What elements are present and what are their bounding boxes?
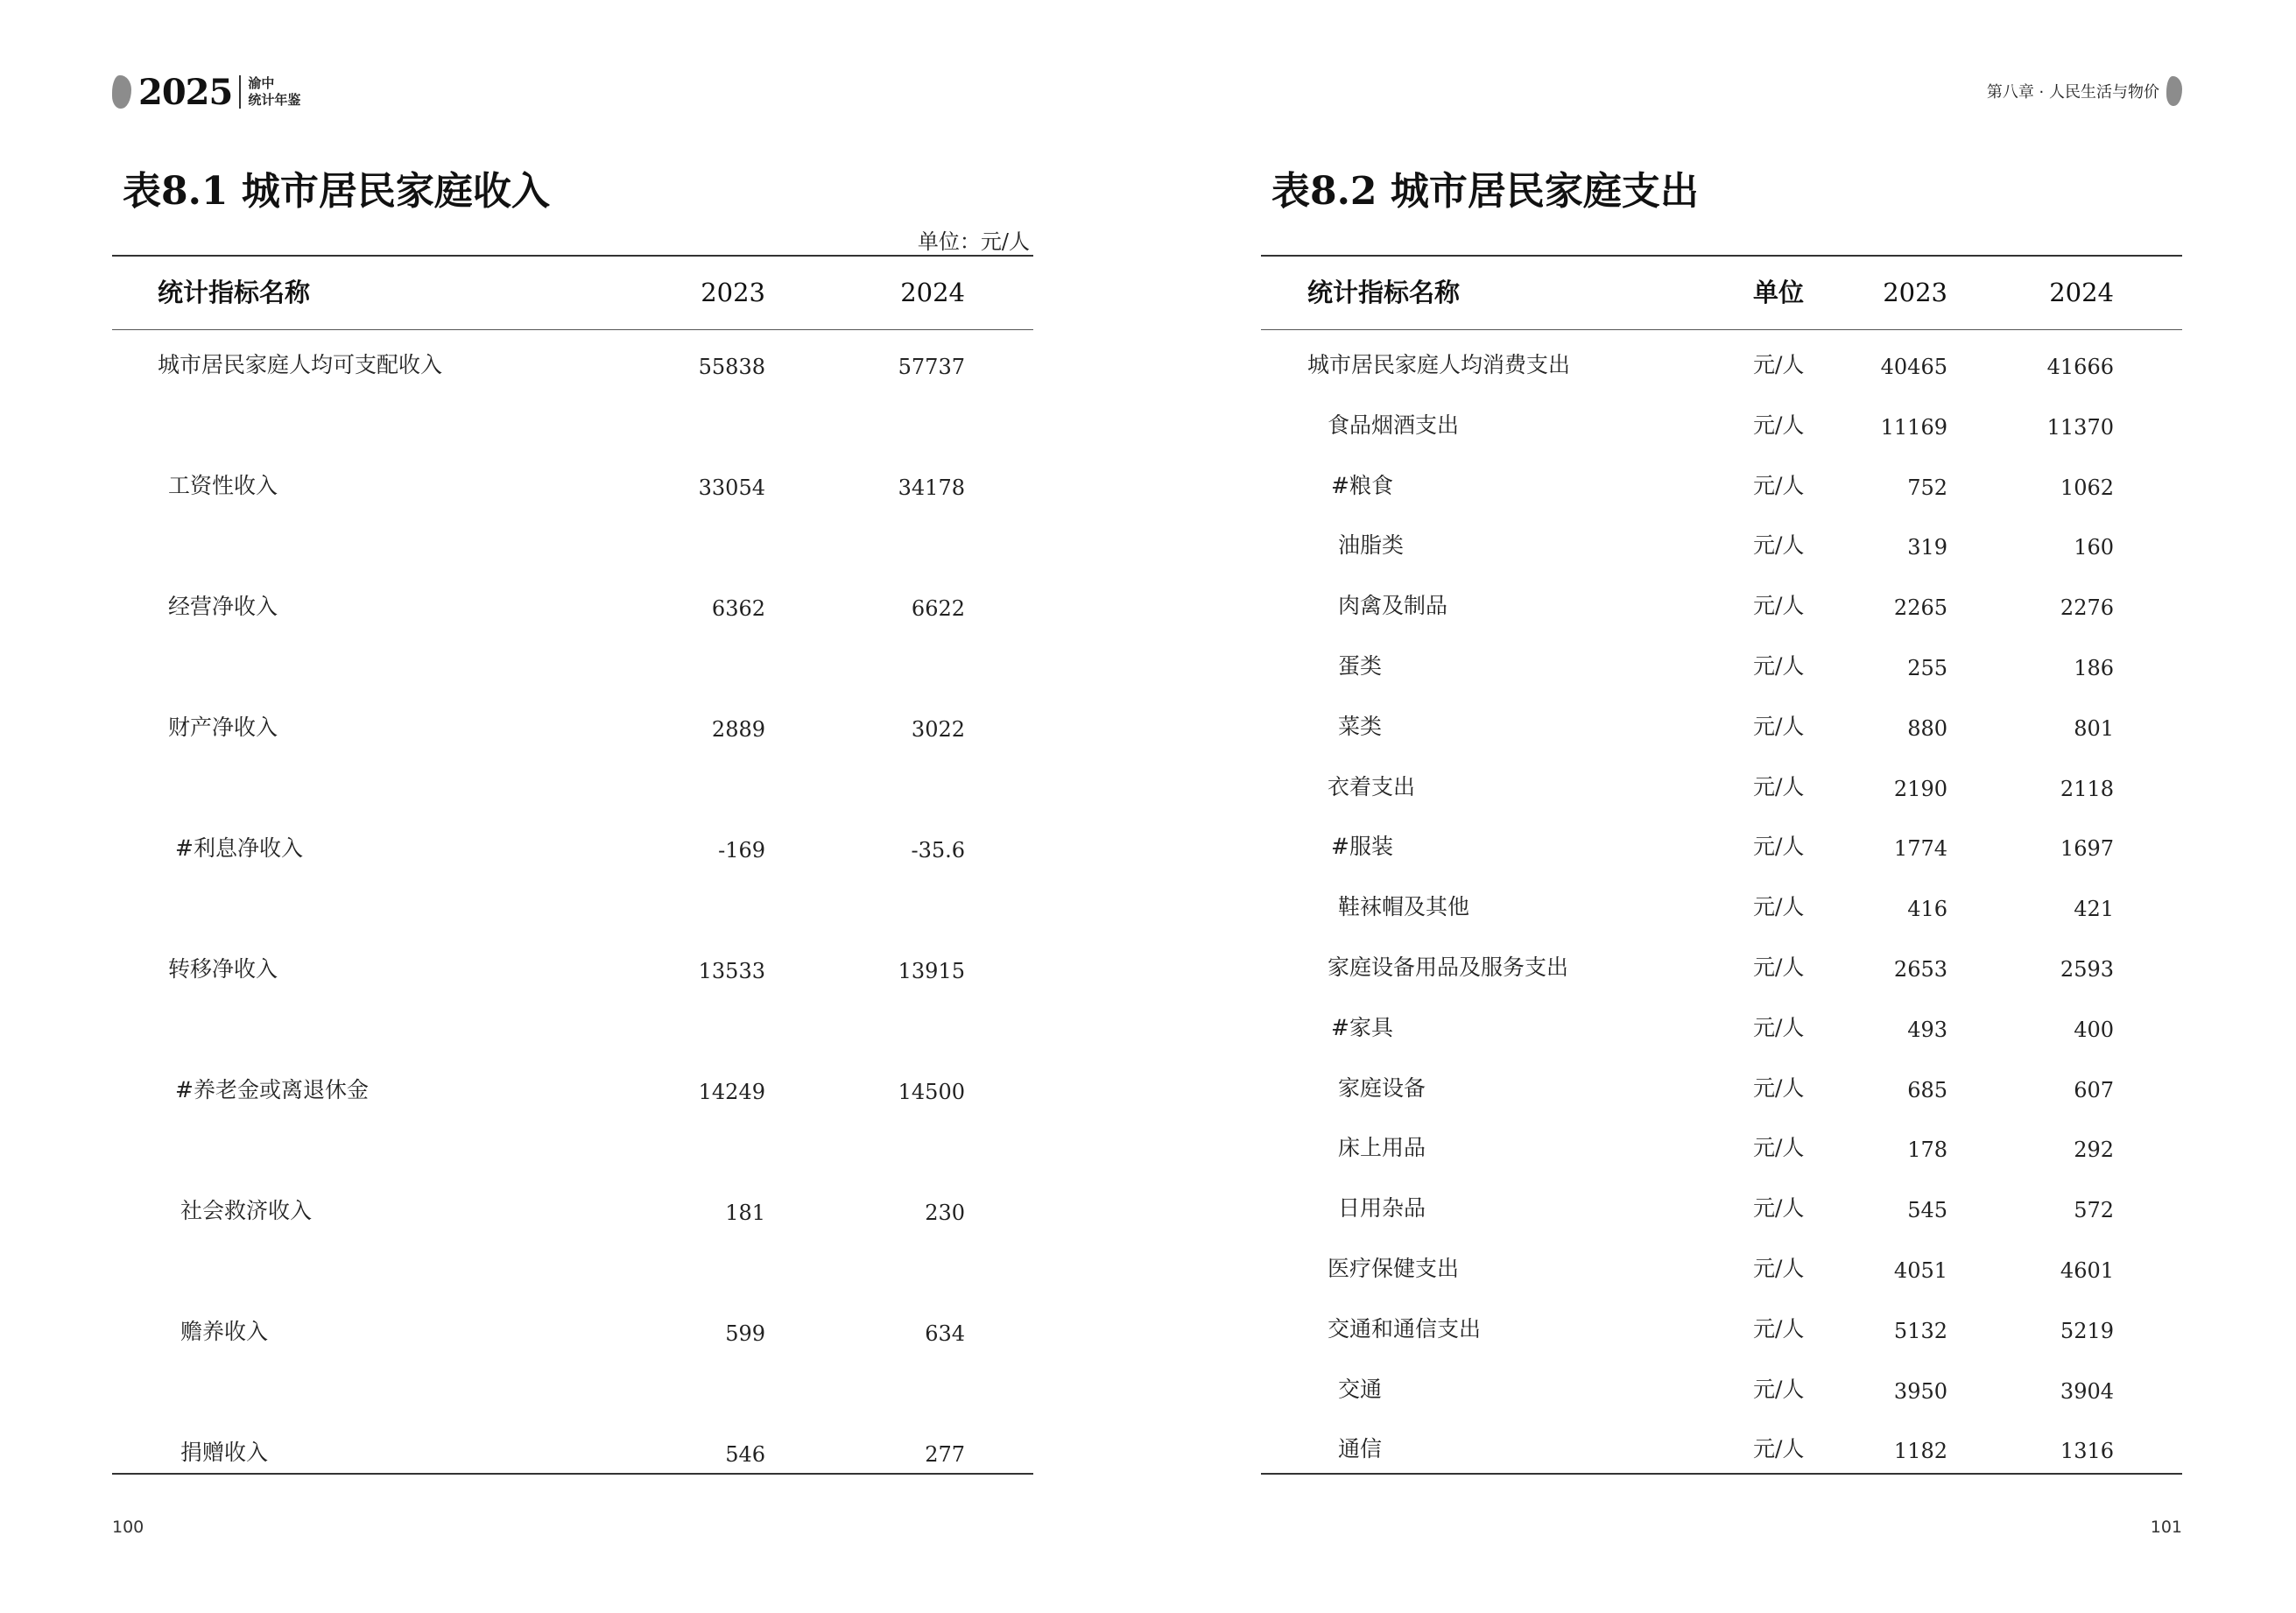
- table-right-row-name: 医疗保健支出: [1328, 1256, 1460, 1281]
- page-number-left: 100: [112, 1518, 144, 1537]
- table-right-row-2024: 607: [2074, 1078, 2114, 1102]
- table-right-row-2023: 493: [1907, 1018, 1947, 1042]
- table-right-row-2023: 4051: [1893, 1258, 1947, 1283]
- table-right-row-2024: 292: [2074, 1138, 2114, 1162]
- stone-emblem-icon: [112, 75, 131, 109]
- table-left-row-2024: 3022: [911, 717, 965, 742]
- table-right-row-name: 菜类: [1338, 714, 1383, 739]
- table-left-row-name: 经营净收入: [168, 594, 278, 619]
- table-left-row-2024: 34178: [898, 475, 965, 500]
- table-right-row-name: 衣着支出: [1328, 774, 1416, 799]
- table-right-row-name: 家庭设备用品及服务支出: [1328, 954, 1569, 980]
- table-left-col-name: 统计指标名称: [158, 278, 311, 307]
- table-right-row-name: 鞋袜帽及其他: [1338, 894, 1470, 919]
- chapter-header: [1987, 75, 2182, 107]
- table-right-row-2023: 416: [1907, 897, 1947, 921]
- table-right-row-2024: 2118: [2060, 777, 2114, 801]
- table-left-col-2024: 2024: [900, 278, 965, 307]
- table-right-bottom-rule: [1261, 1473, 2182, 1475]
- table-right-row-name: 蛋类: [1338, 653, 1383, 679]
- table-right-row-2023: 545: [1907, 1198, 1947, 1222]
- table-right-row-2023: 752: [1907, 475, 1947, 500]
- table-right-row-2024: 186: [2074, 656, 2114, 680]
- table-right-row-unit: 元/人: [1753, 352, 1805, 377]
- table-left-row-2024: 230: [925, 1201, 965, 1225]
- table-right-row-unit: 元/人: [1753, 774, 1805, 799]
- table-right-row-unit: 元/人: [1753, 532, 1805, 558]
- table-right-row-2024: 11370: [2046, 415, 2114, 440]
- table-right-row-unit: 元/人: [1753, 1377, 1805, 1402]
- table-right-row-name: 交通和通信支出: [1328, 1316, 1482, 1342]
- table-left-row-2024: 277: [925, 1442, 965, 1467]
- table-left-row-name: 工资性收入: [168, 473, 278, 498]
- table-right-row-2024: 1062: [2060, 475, 2114, 500]
- table-right-row-name: 家庭设备: [1338, 1075, 1426, 1101]
- table-left-row-name: #养老金或离退休金: [175, 1077, 369, 1102]
- table-right-col-unit: 单位: [1753, 278, 1805, 307]
- table-right-row-unit: 元/人: [1753, 473, 1805, 498]
- table-right-row-2024: 4601: [2060, 1258, 2114, 1283]
- table-right-row-2023: 40465: [1880, 355, 1947, 379]
- table-right-row-unit: 元/人: [1753, 954, 1805, 980]
- table-left-row-2024: 57737: [898, 355, 965, 379]
- table-right-row-2023: 255: [1907, 656, 1947, 680]
- table-right-row-2023: 2653: [1893, 957, 1947, 982]
- table-left-row-2023: 181: [725, 1201, 765, 1225]
- table-left-row-name: 转移净收入: [168, 956, 278, 982]
- table-right-row-2023: 1182: [1893, 1439, 1947, 1463]
- table-left-row-name: 城市居民家庭人均可支配收入: [158, 352, 443, 377]
- table-left-row-2023: 33054: [698, 475, 765, 500]
- table-right-row-2024: 1316: [2060, 1439, 2114, 1463]
- table-left-title: 表8.1 城市居民家庭收入: [123, 169, 550, 214]
- table-right-row-2024: 801: [2074, 716, 2114, 741]
- table-left-row-2024: 14500: [898, 1080, 965, 1104]
- table-right-row-unit: 元/人: [1753, 894, 1805, 919]
- table-right-row-2023: 880: [1907, 716, 1947, 741]
- table-left-row-2024: 634: [925, 1321, 965, 1346]
- table-left-row-name: 财产净收入: [168, 715, 278, 740]
- table-right-row-2023: 319: [1907, 535, 1947, 560]
- table-right-row-2023: 2265: [1893, 595, 1947, 620]
- table-right-row-2024: 400: [2074, 1018, 2114, 1042]
- stone-emblem-icon: [2166, 76, 2182, 106]
- table-right-row-unit: 元/人: [1753, 1316, 1805, 1342]
- table-left-row-2023: 546: [725, 1442, 765, 1467]
- chapter-title: 第八章 · 人民生活与物价: [1986, 83, 2159, 102]
- table-left-row-2023: 6362: [711, 596, 765, 621]
- table-right-row-2024: 41666: [2046, 355, 2114, 379]
- table-left-row-name: 社会救济收入: [180, 1198, 313, 1223]
- table-right-row-unit: 元/人: [1753, 1015, 1805, 1040]
- table-right-row-name: 床上用品: [1338, 1135, 1426, 1160]
- table-right-row-2023: 2190: [1893, 777, 1947, 801]
- table-right-row-name: 城市居民家庭人均消费支出: [1307, 352, 1571, 377]
- logo-title-line1: 渝中: [248, 75, 275, 91]
- logo-divider: [239, 75, 241, 109]
- table-right-title: 表8.2 城市居民家庭支出: [1271, 169, 1699, 214]
- table-right-row-name: #粮食: [1331, 473, 1393, 498]
- table-right-header-rule: [1261, 329, 2182, 330]
- table-right-row-2024: 3904: [2060, 1379, 2114, 1404]
- table-right-row-2024: 160: [2074, 535, 2114, 560]
- table-left-row-2023: 55838: [698, 355, 765, 379]
- logo-year: 2025: [138, 71, 233, 113]
- table-right-row-unit: 元/人: [1753, 412, 1805, 438]
- table-right-row-name: 交通: [1338, 1377, 1383, 1402]
- table-left-header-rule: [112, 329, 1033, 330]
- table-right-row-unit: 元/人: [1753, 1436, 1805, 1462]
- table-right-top-rule: [1261, 255, 2182, 257]
- table-right-row-2024: 572: [2074, 1198, 2114, 1222]
- table-right-row-2023: 5132: [1893, 1319, 1947, 1343]
- table-right-row-2024: 421: [2074, 897, 2114, 921]
- table-right-row-unit: 元/人: [1753, 1256, 1805, 1281]
- table-right-row-2023: 178: [1907, 1138, 1947, 1162]
- table-left-unit-note: 单位：元/人: [917, 229, 1030, 254]
- table-left-bottom-rule: [112, 1473, 1033, 1475]
- table-left-row-2023: 13533: [698, 959, 765, 983]
- table-right-row-unit: 元/人: [1753, 1135, 1805, 1160]
- table-right-row-2024: 1697: [2060, 836, 2114, 861]
- table-right-row-unit: 元/人: [1753, 1195, 1805, 1221]
- table-right-row-name: 通信: [1338, 1436, 1383, 1462]
- table-right-row-name: 日用杂品: [1338, 1195, 1426, 1221]
- table-right-row-name: #服装: [1331, 834, 1393, 859]
- logo-title: [248, 75, 300, 109]
- table-right-row-unit: 元/人: [1753, 1075, 1805, 1101]
- table-right-col-2024: 2024: [2049, 278, 2114, 307]
- table-left-row-name: #利息净收入: [175, 835, 303, 861]
- table-right-row-name: #家具: [1331, 1015, 1393, 1040]
- table-right-row-2024: 2276: [2060, 595, 2114, 620]
- table-right-row-2024: 5219: [2060, 1319, 2114, 1343]
- table-right-row-unit: 元/人: [1753, 653, 1805, 679]
- page-number-right: 101: [2150, 1518, 2182, 1537]
- table-right-row-2023: 3950: [1893, 1379, 1947, 1404]
- table-right-row-unit: 元/人: [1753, 593, 1805, 618]
- table-left-row-2023: 2889: [711, 717, 765, 742]
- table-right-row-2023: 685: [1907, 1078, 1947, 1102]
- table-right-row-name: 肉禽及制品: [1338, 593, 1448, 618]
- table-left-row-2024: 6622: [911, 596, 965, 621]
- table-left-row-name: 捐赠收入: [180, 1440, 269, 1465]
- logo-title-line2: 统计年鉴: [248, 92, 301, 108]
- table-left-top-rule: [112, 255, 1033, 257]
- table-right-row-unit: 元/人: [1753, 714, 1805, 739]
- table-right-row-2024: 2593: [2060, 957, 2114, 982]
- table-left-row-2024: -35.6: [911, 838, 965, 863]
- yearbook-logo: [112, 70, 300, 114]
- table-right-col-2023: 2023: [1883, 278, 1947, 307]
- table-left-row-2023: 599: [725, 1321, 765, 1346]
- table-left-row-2023: 14249: [698, 1080, 765, 1104]
- table-left-row-name: 赡养收入: [180, 1319, 269, 1344]
- table-left-col-2023: 2023: [701, 278, 765, 307]
- table-right-row-unit: 元/人: [1753, 834, 1805, 859]
- table-left-row-2024: 13915: [898, 959, 965, 983]
- table-right-row-name: 食品烟酒支出: [1328, 412, 1460, 438]
- table-right-col-name: 统计指标名称: [1307, 278, 1461, 307]
- table-right-row-name: 油脂类: [1338, 532, 1405, 558]
- table-right-row-2023: 11169: [1880, 415, 1947, 440]
- table-right-row-2023: 1774: [1893, 836, 1947, 861]
- table-left-row-2023: -169: [718, 838, 765, 863]
